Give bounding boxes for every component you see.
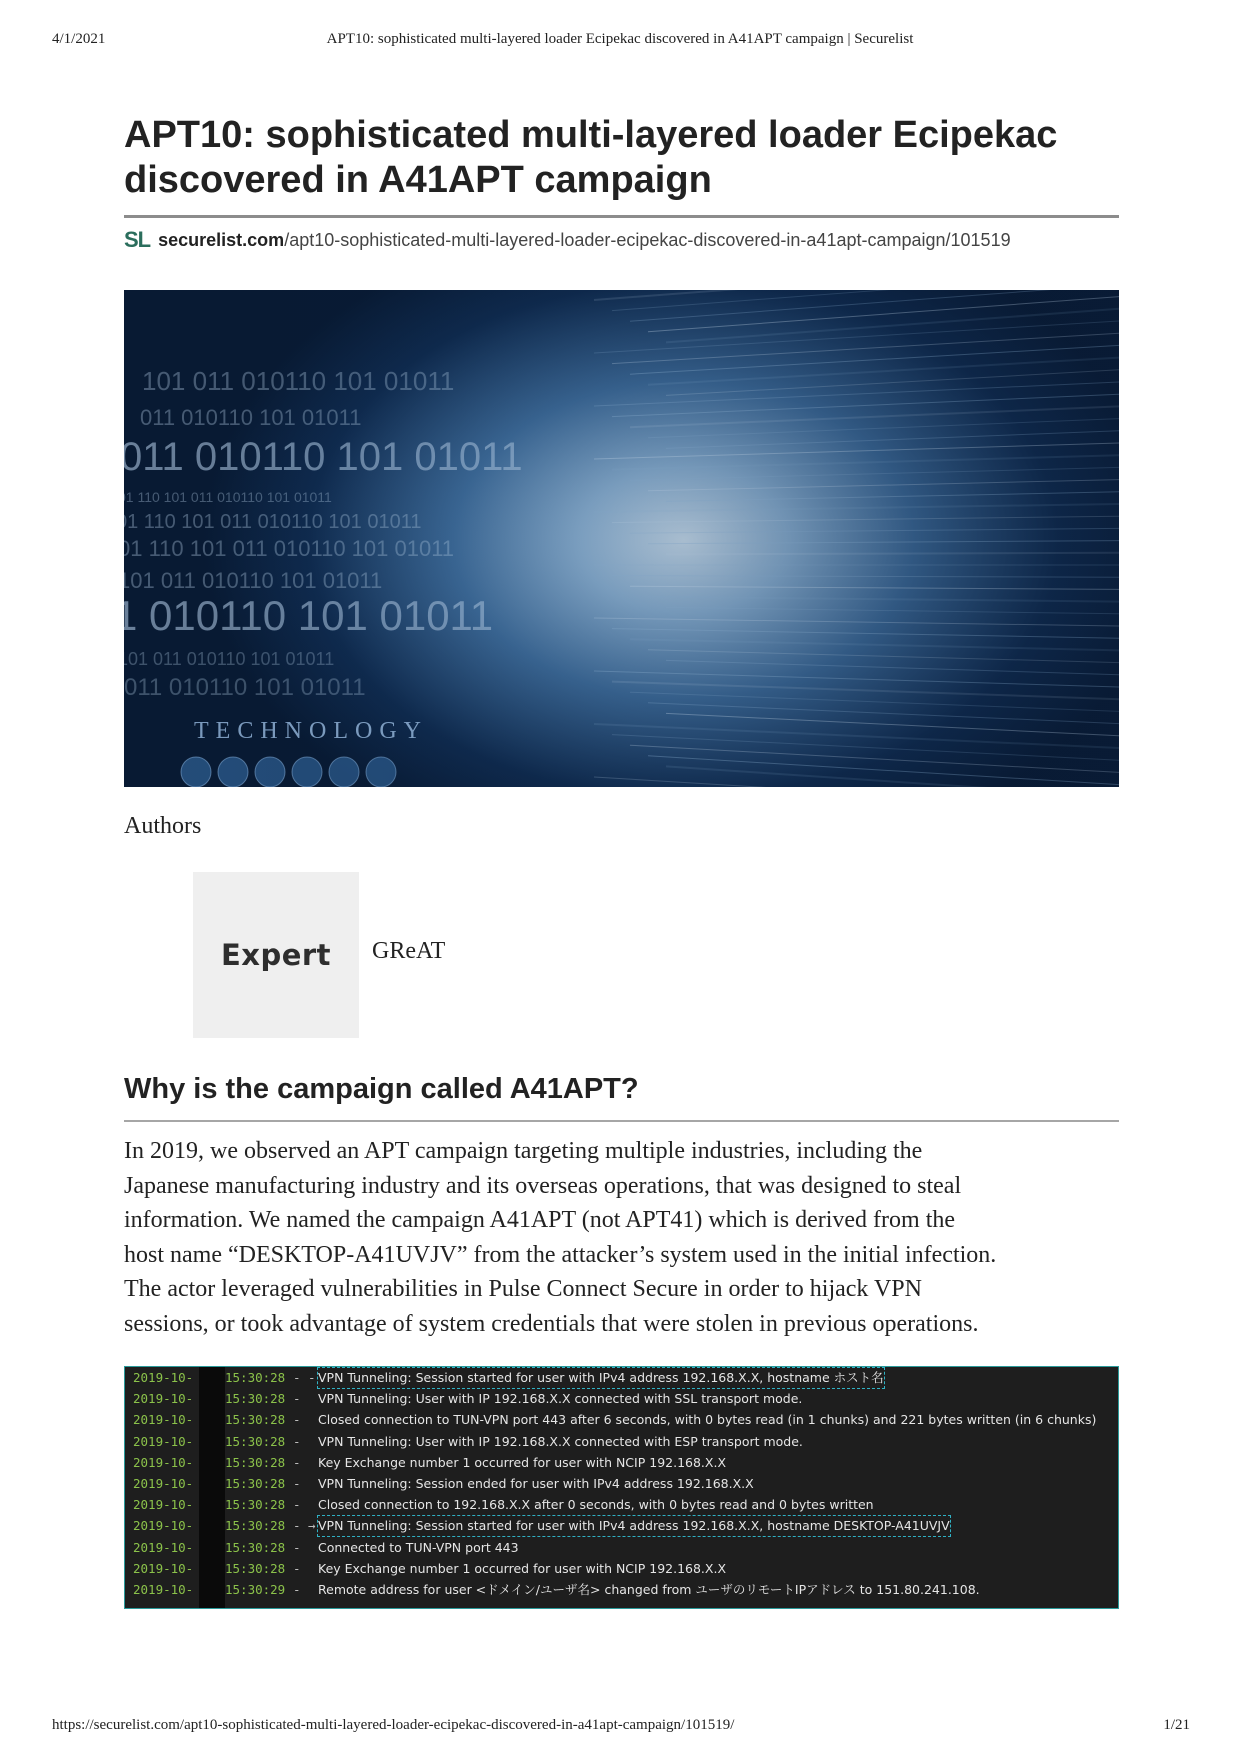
log-row [125, 1559, 1118, 1579]
author-avatar-text: Expert [220, 938, 332, 972]
log-message: Closed connection to TUN-VPN port 443 after 6 seconds, with 0 bytes read (in 1 chunks) and 221 bytes written (in 6 chunks) [318, 1412, 1097, 1428]
log-message: VPN Tunneling: Session started for user with IPv4 address 192.168.X.X, hostname ホスト名 [318, 1368, 884, 1388]
article-title-line-2: discovered in A41APT campaign [124, 159, 712, 201]
title-divider [124, 215, 1119, 218]
source-path: /apt10-sophisticated-multi-layered-loader-ecipekac-discovered-in-a41apt-campaign/101519 [284, 229, 1011, 250]
log-row [125, 1389, 1118, 1409]
print-header-date: 4/1/2021 [52, 31, 106, 47]
log-separator: - [293, 1582, 301, 1597]
log-screenshot [124, 1366, 1119, 1609]
log-separator: - [293, 1560, 301, 1576]
log-row [125, 1474, 1118, 1494]
hero-graphic [124, 290, 1119, 787]
log-separator: - - [293, 1370, 316, 1385]
paragraph-line: In 2019, we observed an APT campaign targeting multiple industries, including the [124, 1138, 923, 1164]
log-date: 2019-10- [133, 1370, 194, 1385]
log-message: VPN Tunneling: Session ended for user with IPv4 address 192.168.X.X [318, 1476, 754, 1491]
log-time: 15:30:28 [225, 1370, 286, 1385]
author-name-link[interactable]: GReAT [372, 938, 446, 964]
log-message: Remote address for user <ドメイン/ユーザ名> changed from ユーザのリモートIPアドレス to 151.80.241.108. [318, 1582, 980, 1597]
section-heading: Why is the campaign called A41APT? [124, 1073, 639, 1105]
log-row [125, 1432, 1118, 1452]
log-time: 15:30:28 [225, 1539, 286, 1555]
log-time: 15:30:28 [225, 1476, 286, 1491]
log-date: 2019-10- [133, 1433, 194, 1449]
log-separator: - [293, 1497, 301, 1513]
print-footer-url: https://securelist.com/apt10-sophisticated-multi-layered-loader-ecipekac-discovered-in-a41apt-campaign/101519/ [52, 1717, 735, 1733]
log-date: 2019-10- [133, 1476, 194, 1491]
print-header-title: APT10: sophisticated multi-layered loader Ecipekac discovered in A41APT campaign | Securelist [326, 31, 914, 47]
paragraph-line: sessions, or took advantage of system credentials that were stolen in previous operations. [124, 1310, 979, 1337]
author-avatar[interactable] [193, 872, 359, 1038]
hero-technology-label: TECHNOLOGY [194, 718, 428, 744]
log-time: 15:30:28 [225, 1454, 286, 1470]
log-message: VPN Tunneling: User with IP 192.168.X.X connected with SSL transport mode. [318, 1391, 803, 1407]
print-footer-page-number: 1/21 [1163, 1717, 1190, 1733]
log-date: 2019-10- [133, 1518, 194, 1534]
log-separator: - [293, 1412, 301, 1428]
log-row [125, 1495, 1118, 1515]
log-separator: - [293, 1433, 301, 1449]
log-time: 15:30:28 [225, 1433, 286, 1449]
log-row [125, 1368, 1118, 1388]
log-row [125, 1516, 1118, 1536]
section-divider [124, 1120, 1119, 1122]
hero-shade [124, 290, 1119, 787]
log-date: 2019-10- [133, 1582, 194, 1597]
log-row [125, 1453, 1118, 1473]
article-title-line-1: APT10: sophisticated multi-layered loader Ecipekac [124, 114, 1058, 156]
log-date: 2019-10- [133, 1391, 194, 1407]
log-message: VPN Tunneling: User with IP 192.168.X.X connected with ESP transport mode. [318, 1433, 803, 1449]
log-date: 2019-10- [133, 1497, 194, 1513]
log-message: Connected to TUN-VPN port 443 [318, 1539, 519, 1555]
log-date: 2019-10- [133, 1412, 194, 1428]
log-row [125, 1580, 1118, 1600]
log-time: 15:30:28 [225, 1518, 286, 1534]
log-separator: - [293, 1539, 301, 1555]
log-time: 15:30:28 [225, 1497, 286, 1513]
log-date: 2019-10- [133, 1539, 194, 1555]
section-paragraph [124, 1134, 1134, 1341]
log-separator: - [293, 1454, 301, 1470]
log-time: 15:30:29 [225, 1582, 286, 1597]
log-message: Key Exchange number 1 occurred for user with NCIP 192.168.X.X [318, 1454, 727, 1470]
log-separator: - [293, 1391, 301, 1407]
paragraph-line: Japanese manufacturing industry and its overseas operations, that was designed to steal [124, 1172, 962, 1199]
source-link[interactable] [124, 228, 1011, 252]
securelist-logo-icon: SL [124, 227, 151, 252]
log-message: VPN Tunneling: Session started for user with IPv4 address 192.168.X.X, hostname DESKTOP-A41UVJV [318, 1516, 950, 1536]
log-time: 15:30:28 [225, 1391, 286, 1407]
log-separator: - [293, 1476, 301, 1491]
hero-image [124, 290, 1119, 787]
paragraph-line: The actor leveraged vulnerabilities in Pulse Connect Secure in order to hijack VPN [124, 1276, 922, 1302]
log-date: 2019-10- [133, 1560, 194, 1576]
log-time: 15:30:28 [225, 1412, 286, 1428]
log-message: Key Exchange number 1 occurred for user with NCIP 192.168.X.X [318, 1560, 727, 1576]
log-message: Closed connection to 192.168.X.X after 0 seconds, with 0 bytes read and 0 bytes written [318, 1497, 874, 1513]
log-time: 15:30:28 [225, 1560, 286, 1576]
authors-label: Authors [124, 813, 202, 839]
log-separator: - → [293, 1518, 316, 1534]
log-date: 2019-10- [133, 1454, 194, 1470]
log-row [125, 1538, 1118, 1558]
log-row [125, 1410, 1118, 1430]
paragraph-line: host name “DESKTOP-A41UVJV” from the attacker’s system used in the initial infection. [124, 1241, 997, 1268]
source-domain: securelist.com [158, 229, 285, 250]
article-title [124, 113, 1124, 203]
paragraph-line: information. We named the campaign A41APT (not APT41) which is derived from the [124, 1207, 956, 1233]
